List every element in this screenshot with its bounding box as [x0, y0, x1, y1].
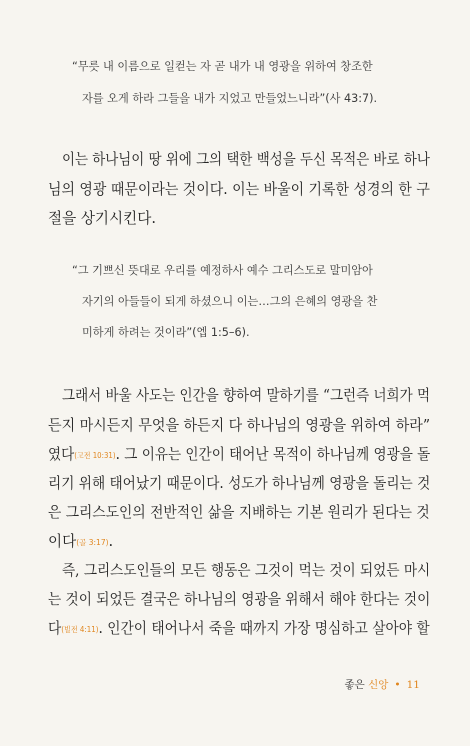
page-number: 11 — [406, 679, 420, 691]
text-segment: . — [108, 533, 114, 550]
quote-line: 자기의 아들들이 되게 하셨으니 이는…그의 은혜의 영광을 찬 — [82, 295, 378, 308]
bullet-separator: • — [394, 679, 401, 691]
paragraph-line: 즉, 그리스도인들의 모든 행동은 그것이 먹는 것이 되었든 마시 — [62, 562, 431, 579]
text-segment: 이다 — [48, 533, 77, 550]
paragraph-line: 든지 마시든지 무엇을 하든지 다 하나님의 영광을 위하여 하라” — [48, 417, 431, 434]
paragraph-line: 그래서 바울 사도는 인간을 향하여 말하기를 “그런즉 너희가 먹 — [62, 387, 431, 404]
book-title-part: 좋은 — [344, 679, 365, 691]
quote-line: 미하게 하려는 것이라”(엡 1:5–6). — [82, 326, 250, 339]
paragraph-line: 는 것이 되었든 결국은 하나님의 영광을 위해서 해야 한다는 것이 — [48, 591, 431, 608]
text-segment: 다 — [48, 620, 62, 637]
page-footer — [344, 677, 420, 692]
scripture-reference: (고전 10:31) — [74, 451, 116, 460]
paragraph-line: 절을 상기시킨다. — [48, 210, 156, 227]
paragraph-line: 님의 영광 때문이라는 것이다. 이는 바울이 기록한 성경의 한 구 — [48, 181, 430, 198]
paragraph-line: 이는 하나님이 땅 위에 그의 택한 백성을 두신 목적은 바로 하나 — [62, 151, 430, 168]
paragraph-line: 리기 위해 태어났기 때문이다. 성도가 하나님께 영광을 돌리는 것 — [48, 475, 431, 492]
quote-line: 자를 오게 하라 그들을 내가 지었고 만들었느니라”(사 43:7). — [82, 92, 378, 105]
paragraph-line — [48, 443, 430, 464]
quote-line: “무릇 내 이름으로 일컫는 자 곧 내가 내 영광을 위하여 창조한 — [72, 60, 373, 73]
paragraph-line — [48, 617, 430, 638]
quote-line: “그 기쁘신 뜻대로 우리를 예정하사 예수 그리스도로 말미암아 — [72, 264, 373, 277]
scripture-reference: (골 3:17) — [76, 538, 109, 547]
text-segment: . 그 이유는 인간이 태어난 목적이 하나님께 영광을 돌 — [115, 446, 431, 463]
paragraph-line — [48, 530, 113, 551]
text-segment: 였다 — [48, 446, 75, 463]
scripture-reference: (빌전 4:11) — [61, 625, 99, 634]
book-title-part: 신앙 — [368, 679, 389, 691]
text-segment: . 인간이 태어나서 죽을 때까지 가장 명심하고 살아야 할 — [98, 620, 430, 637]
paragraph-line: 은 그리스도인의 전반적인 삶을 지배하는 기본 원리가 된다는 것 — [48, 504, 430, 521]
